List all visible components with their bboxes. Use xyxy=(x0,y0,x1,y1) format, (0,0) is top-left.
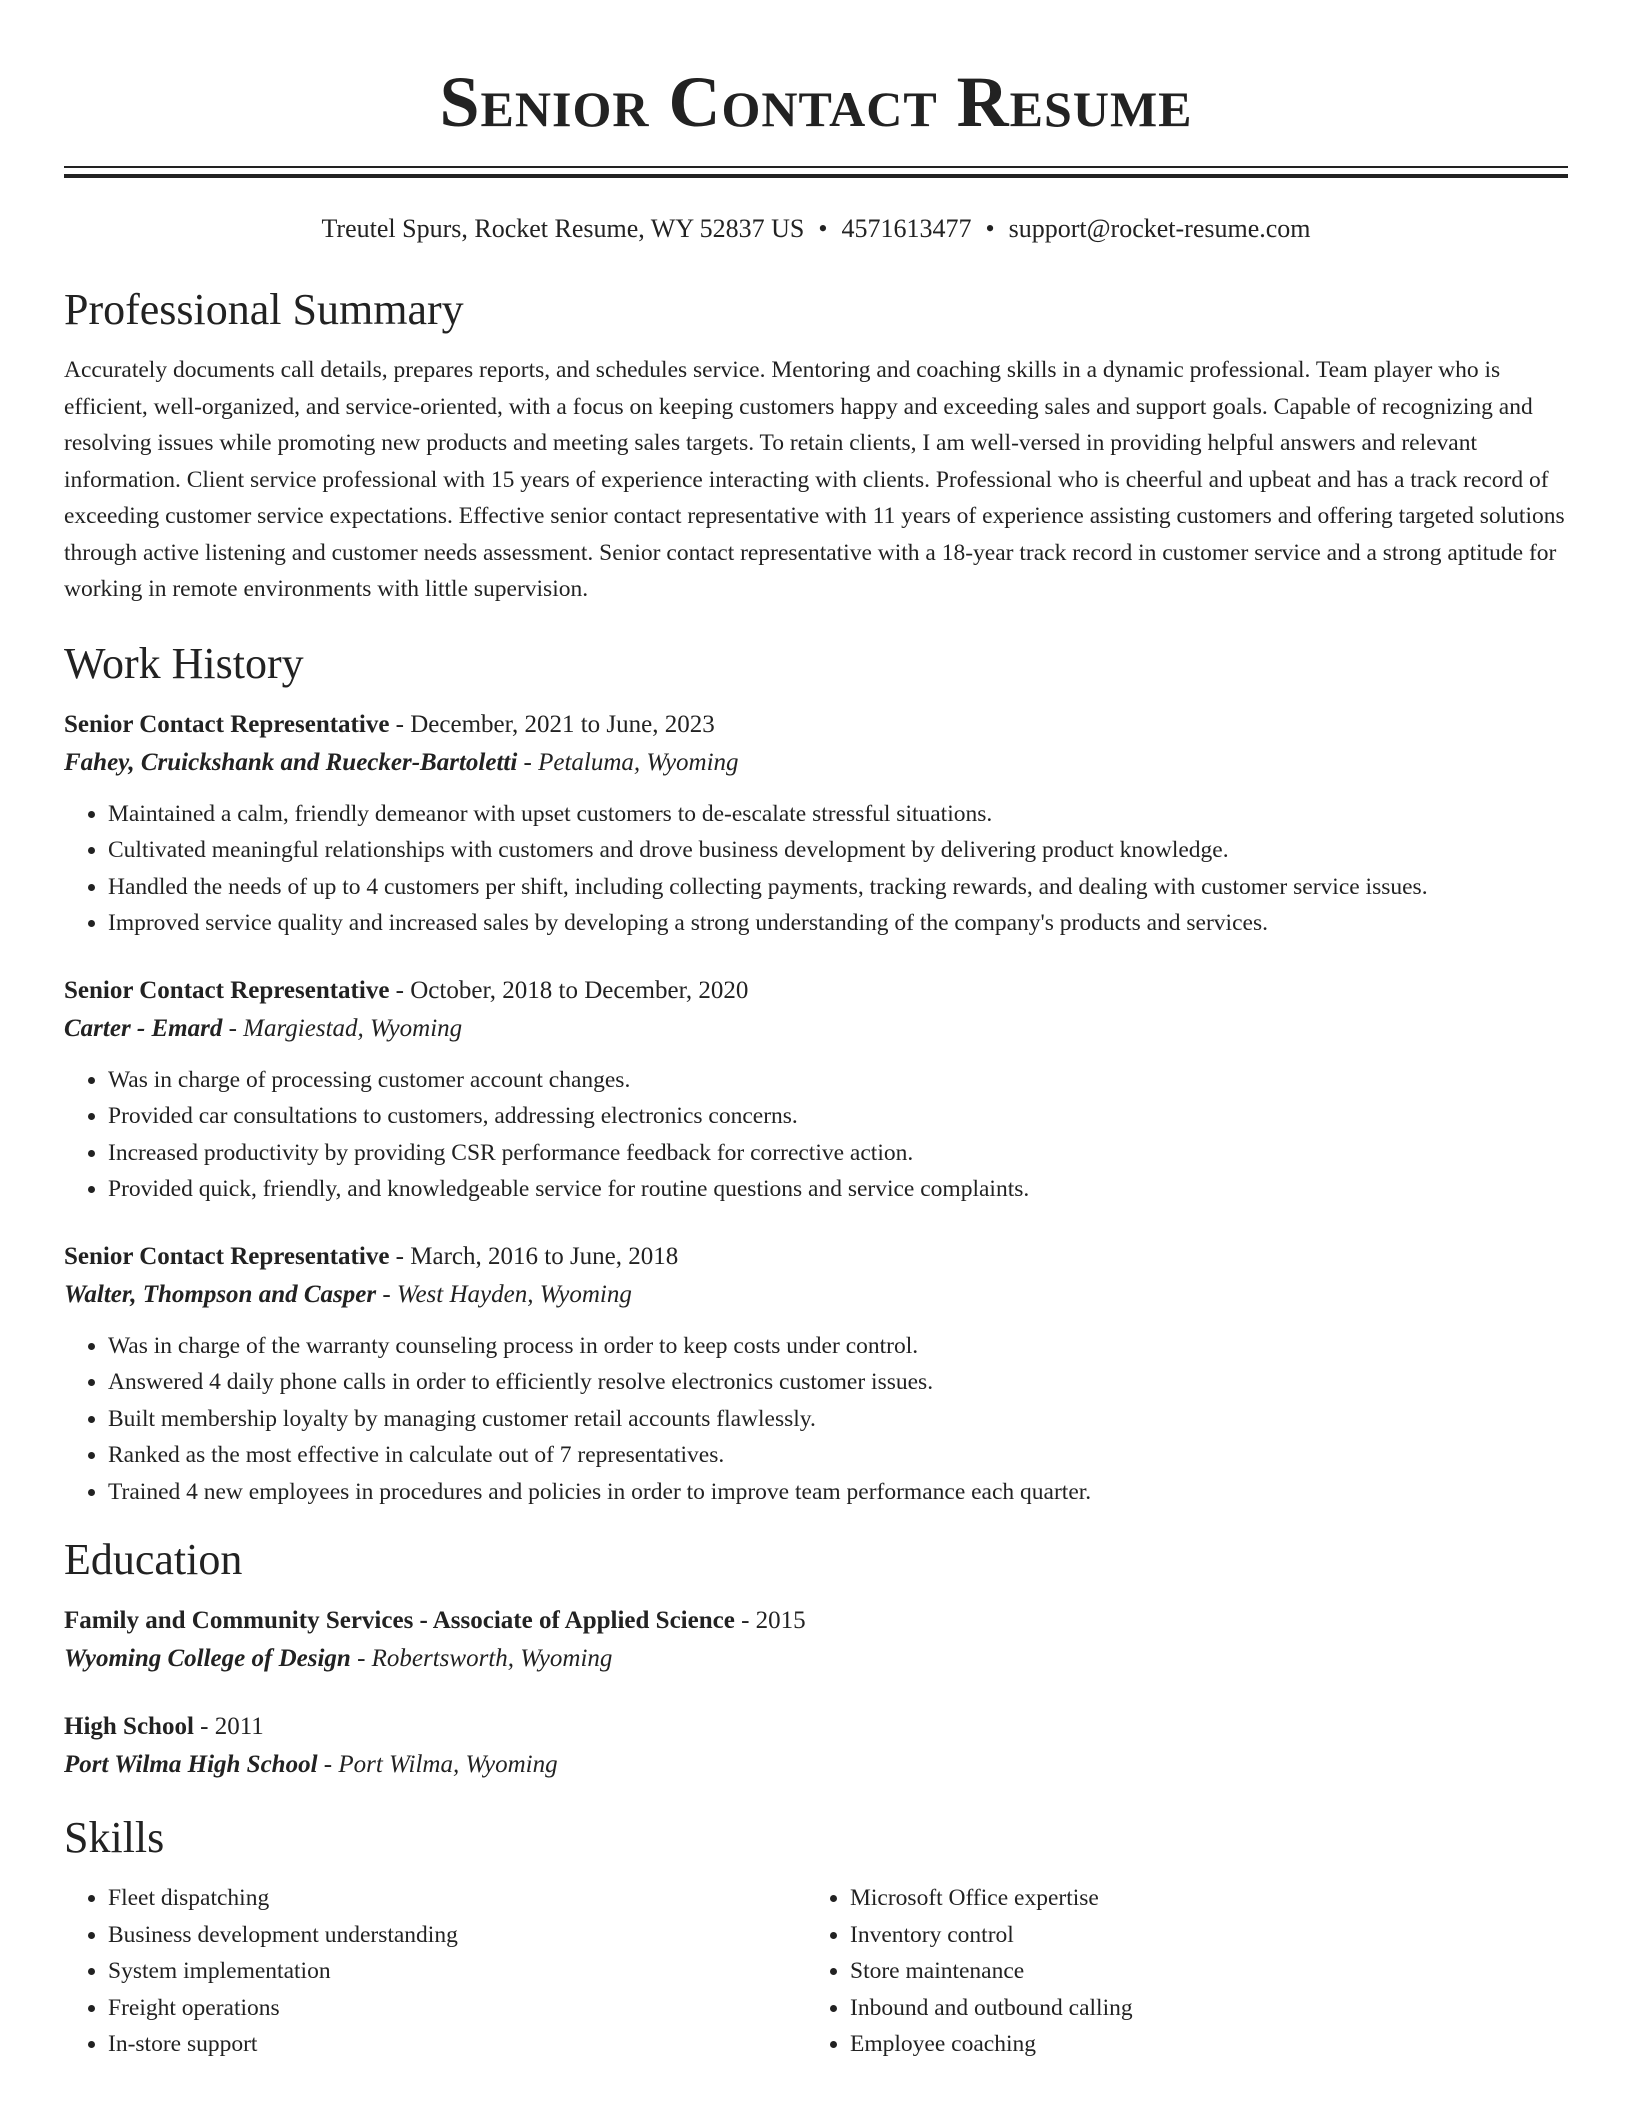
job-entry xyxy=(64,972,1568,1208)
summary-text: Accurately documents call details, prepares reports, and schedules service. Mentoring and coaching skills in a dynamic professional. Team player who is efficient, well-organized, and service-oriented, with a focus on keeping customers happy and exceeding sales and support goals. Capable of recognizing and resolving issues while promoting new products and meeting sales targets. To retain clients, I am well-versed in providing helpful answers and relevant information. Client service professional with 15 years of experience interacting with clients. Professional who is cheerful and upbeat and has a track record of exceeding customer service expectations. Effective senior contact representative with 11 years of experience assisting customers and offering targeted solutions through active listening and customer needs assessment. Senior contact representative with a 18-year track record in customer service and a strong aptitude for working in remote environments with little supervision. xyxy=(64,357,1565,602)
education-school: Wyoming College of Design xyxy=(64,1645,351,1672)
list-item: • Cultivated meaningful relationships with customers and drove business development by delivering product knowledge. xyxy=(108,832,1568,869)
job-employer: Walter, Thompson and Casper xyxy=(64,1280,377,1308)
job-bullets xyxy=(64,1328,1568,1511)
list-item: • Improved service quality and increased sales by developing a strong understanding of the company's products and services. xyxy=(108,905,1568,942)
resume-name: Senior Contact Resume xyxy=(439,62,1193,142)
list-item: • Handled the needs of up to 4 customers per shift, including collecting payments, tracking rewards, and dealing with customer service issues. xyxy=(108,869,1568,906)
job-location: - Margiestad, Wyoming xyxy=(222,1014,463,1042)
list-item: • Employee coaching xyxy=(850,2026,1548,2063)
contact-separator: • xyxy=(985,214,995,243)
job-employer: Fahey, Cruickshank and Ruecker-Bartoletti xyxy=(64,748,518,776)
job-employer-line xyxy=(64,744,1568,782)
education-entry xyxy=(64,1708,1568,1784)
job-title-line xyxy=(64,1238,1568,1276)
list-item: • Was in charge of the warranty counseling process in order to keep costs under control. xyxy=(108,1328,1568,1365)
education-year: - 2011 xyxy=(193,1713,264,1740)
education-year: - 2015 xyxy=(734,1607,806,1634)
contact-line xyxy=(64,212,1568,246)
job-bullets xyxy=(64,796,1568,942)
header-rule-thin xyxy=(64,166,1568,168)
education-school: Port Wilma High School xyxy=(64,1751,318,1778)
education-location: - Port Wilma, Wyoming xyxy=(317,1751,558,1778)
education-entry xyxy=(64,1602,1568,1678)
job-dates: - March, 2016 to June, 2018 xyxy=(389,1242,679,1270)
job-bullets xyxy=(64,1062,1568,1208)
section-title-work-history: Work History xyxy=(64,638,304,688)
list-item: • Inbound and outbound calling xyxy=(850,1990,1548,2027)
list-item: • Ranked as the most effective in calculate out of 7 representatives. xyxy=(108,1437,1568,1474)
job-title-line xyxy=(64,706,1568,744)
contact-phone: 4571613477 xyxy=(841,214,972,243)
list-item: • Built membership loyalty by managing customer retail accounts flawlessly. xyxy=(108,1401,1568,1438)
header-rule-thick xyxy=(64,174,1568,178)
list-item: • Fleet dispatching xyxy=(108,1880,806,1917)
job-location: - West Hayden, Wyoming xyxy=(376,1280,632,1308)
contact-email[interactable]: support@rocket-resume.com xyxy=(1008,214,1311,243)
education-school-line xyxy=(64,1746,1568,1784)
education-location: - Robertsworth, Wyoming xyxy=(350,1645,613,1672)
list-item: • Inventory control xyxy=(850,1917,1548,1954)
list-item: • In-store support xyxy=(108,2026,806,2063)
job-location: - Petaluma, Wyoming xyxy=(517,748,739,776)
job-employer-line xyxy=(64,1010,1568,1048)
list-item: • Maintained a calm, friendly demeanor with upset customers to de-escalate stressful situations. xyxy=(108,796,1568,833)
job-entry xyxy=(64,706,1568,942)
job-dates: - October, 2018 to December, 2020 xyxy=(389,976,749,1004)
list-item: • Answered 4 daily phone calls in order to efficiently resolve electronics customer issues. xyxy=(108,1364,1568,1401)
list-item: • Business development understanding xyxy=(108,1917,806,1954)
list-item: • Was in charge of processing customer account changes. xyxy=(108,1062,1568,1099)
education-degree-line xyxy=(64,1708,1568,1746)
job-role: Senior Contact Representative xyxy=(64,976,390,1004)
job-role: Senior Contact Representative xyxy=(64,1242,390,1270)
job-employer-line xyxy=(64,1276,1568,1314)
job-employer: Carter - Emard xyxy=(64,1014,223,1042)
education-school-line xyxy=(64,1640,1568,1678)
section-title-summary: Professional Summary xyxy=(64,285,464,334)
list-item: • System implementation xyxy=(108,1953,806,1990)
list-item: • Increased productivity by providing CSR performance feedback for corrective action. xyxy=(108,1135,1568,1172)
section-title-education: Education xyxy=(64,1535,243,1584)
skills-list-right xyxy=(806,1880,1548,2063)
job-entry xyxy=(64,1238,1568,1511)
job-title-line xyxy=(64,972,1568,1010)
skills-list-left xyxy=(64,1880,806,2063)
section-title-skills: Skills xyxy=(64,1813,165,1862)
list-item: • Provided quick, friendly, and knowledgeable service for routine questions and service complaints. xyxy=(108,1171,1568,1208)
list-item: • Trained 4 new employees in procedures and policies in order to improve team performance each quarter. xyxy=(108,1474,1568,1511)
list-item: • Store maintenance xyxy=(850,1953,1548,1990)
education-degree: Family and Community Services - Associate of Applied Science xyxy=(64,1607,735,1634)
education-degree-line xyxy=(64,1602,1568,1640)
list-item: • Microsoft Office expertise xyxy=(850,1880,1548,1917)
skills-columns xyxy=(64,1880,1568,2063)
education-degree: High School xyxy=(64,1713,194,1740)
contact-address: Treutel Spurs, Rocket Resume, WY 52837 US xyxy=(321,214,805,243)
job-dates: - December, 2021 to June, 2023 xyxy=(389,710,715,738)
list-item: • Provided car consultations to customers, addressing electronics concerns. xyxy=(108,1098,1568,1135)
list-item: • Freight operations xyxy=(108,1990,806,2027)
job-role: Senior Contact Representative xyxy=(64,710,390,738)
contact-separator: • xyxy=(818,214,828,243)
